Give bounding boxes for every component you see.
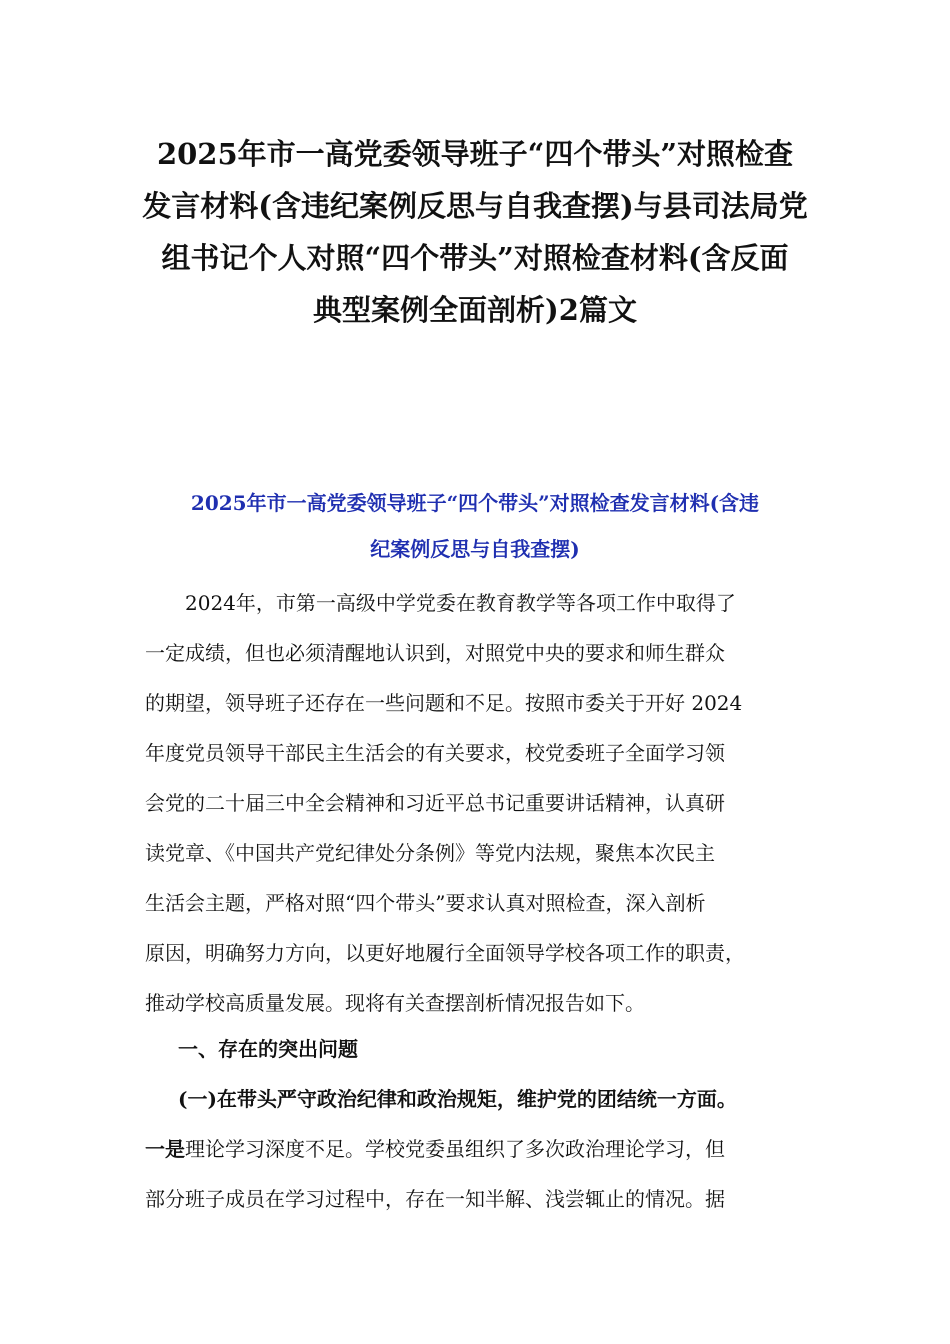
title-line-1: 2025年市一高党委领导班子“四个带头”对照检查 [156,137,794,171]
paragraph-line: 推动学校高质量发展。现将有关查摆剖析情况报告如下。 [145,991,645,1015]
paragraph-line [145,1124,825,1174]
document-title [130,128,820,336]
paragraph-line: 会党的二十届三中全会精神和习近平总书记重要讲话精神，认真研 [145,791,725,815]
subtitle-line-2: 纪案例反思与自我查摆) [370,537,580,561]
section-heading: 一、存在的突出问题 [178,1037,358,1061]
paragraph-lead: 一是 [145,1137,185,1161]
subtitle-line-1: 2025年市一高党委领导班子“四个带头”对照检查发言材料(含违 [190,491,760,515]
paragraph-line: 一定成绩，但也必须清醒地认识到，对照党中央的要求和师生群众 [145,641,725,665]
section-subtitle [120,480,830,572]
paragraph-line: 读党章、《中国共产党纪律处分条例》等党内法规，聚焦本次民主 [145,841,715,865]
paragraph-line: 原因，明确努力方向，以更好地履行全面领导学校各项工作的职责， [145,941,745,965]
paragraph-line: 年度党员领导干部民主生活会的有关要求，校党委班子全面学习领 [145,741,725,765]
paragraph-line: 2024年，市第一高级中学党委在教育教学等各项工作中取得了 [145,591,736,615]
title-line-2: 发言材料(含违纪案例反思与自我查摆)与县司法局党 [142,189,808,223]
paragraph-line: 的期望，领导班子还存在一些问题和不足。按照市委关于开好 2024 [145,691,743,715]
paragraph-line: 部分班子成员在学习过程中，存在一知半解、浅尝辄止的情况。据 [145,1187,725,1211]
issue-paragraph [145,1124,825,1224]
paragraph-first-rest: 理论学习深度不足。学校党委虽组织了多次政治理论学习，但 [185,1137,725,1161]
intro-paragraph [145,578,825,1028]
paragraph-line: 生活会主题，严格对照“四个带头”要求认真对照检查，深入剖析 [145,891,706,915]
title-line-3: 组书记个人对照“四个带头”对照检查材料(含反面 [161,241,789,275]
title-line-4: 典型案例全面剖析)2篇文 [313,293,637,327]
subsection-heading: (一)在带头严守政治纪律和政治规矩，维护党的团结统一方面。 [178,1087,737,1111]
